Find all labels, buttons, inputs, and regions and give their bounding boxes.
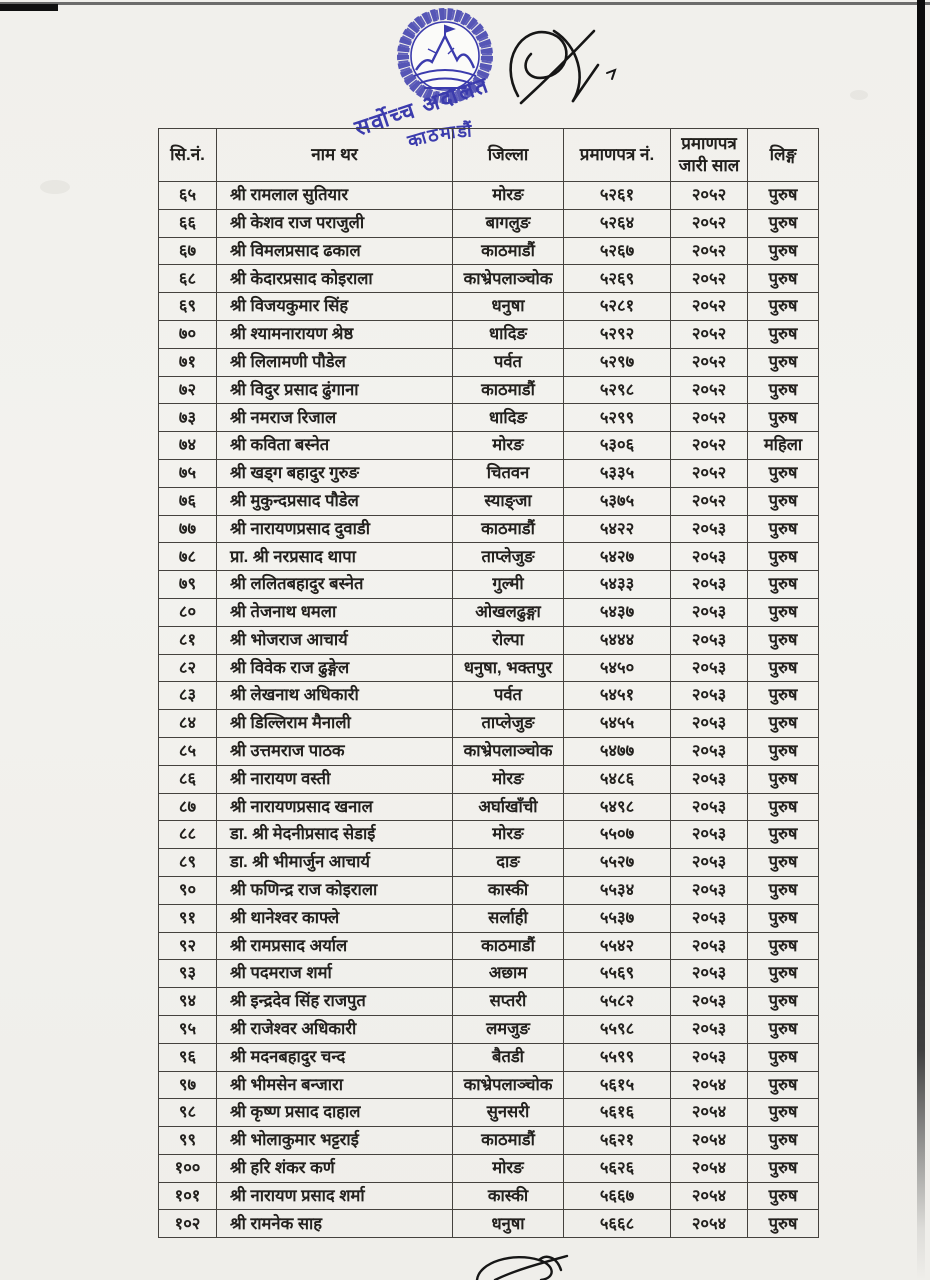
cell-district: धादिङ	[453, 320, 564, 348]
cell-gender: पुरुष	[748, 1127, 819, 1155]
cell-issue-year: २०५३	[671, 737, 748, 765]
cell-certificate-no: ५५९९	[564, 1043, 671, 1071]
cell-issue-year: २०५३	[671, 849, 748, 877]
cell-name: श्री ललितबहादुर बस्नेत	[217, 571, 453, 599]
seal-city-name: काठमाडौं	[405, 120, 474, 152]
cell-name: श्री नारायणप्रसाद खनाल	[217, 793, 453, 821]
cell-district: काठमाडौं	[453, 515, 564, 543]
table-row	[159, 598, 819, 626]
table-row	[159, 487, 819, 515]
header-certificate-no: प्रमाणपत्र नं.	[564, 129, 671, 182]
table-row	[159, 320, 819, 348]
cell-serial-no: ९४	[159, 988, 217, 1016]
table-row	[159, 265, 819, 293]
cell-serial-no: १००	[159, 1154, 217, 1182]
cell-name: श्री भोलाकुमार भट्टराई	[217, 1127, 453, 1155]
cell-name: श्री केदारप्रसाद कोइराला	[217, 265, 453, 293]
scan-mark-top-left	[0, 4, 58, 11]
table-row	[159, 1071, 819, 1099]
cell-district: मोरङ	[453, 432, 564, 460]
table-row	[159, 1043, 819, 1071]
cell-serial-no: ७३	[159, 404, 217, 432]
cell-issue-year: २०५३	[671, 543, 748, 571]
cell-serial-no: ७८	[159, 543, 217, 571]
table-row	[159, 876, 819, 904]
cell-district: बागलुङ	[453, 209, 564, 237]
cell-district: धनुषा, भक्तपुर	[453, 654, 564, 682]
cell-serial-no: ९९	[159, 1127, 217, 1155]
cell-district: स्याङ्जा	[453, 487, 564, 515]
table-row	[159, 932, 819, 960]
cell-certificate-no: ५४४४	[564, 626, 671, 654]
cell-issue-year: २०५२	[671, 459, 748, 487]
cell-name: श्री विमलप्रसाद ढकाल	[217, 237, 453, 265]
cell-name: श्री फणिन्द्र राज कोइराला	[217, 876, 453, 904]
cell-serial-no: ९०	[159, 876, 217, 904]
table-row	[159, 515, 819, 543]
cell-serial-no: १०१	[159, 1182, 217, 1210]
cell-district: कास्की	[453, 876, 564, 904]
cell-district: धादिङ	[453, 404, 564, 432]
cell-certificate-no: ५२६७	[564, 237, 671, 265]
cell-gender: पुरुष	[748, 793, 819, 821]
cell-certificate-no: ५६२६	[564, 1154, 671, 1182]
cell-gender: पुरुष	[748, 376, 819, 404]
cell-serial-no: ८७	[159, 793, 217, 821]
table-row	[159, 904, 819, 932]
cell-serial-no: १०२	[159, 1210, 217, 1238]
cell-district: लमजुङ	[453, 1015, 564, 1043]
cell-serial-no: ८४	[159, 710, 217, 738]
cell-issue-year: २०५२	[671, 348, 748, 376]
cell-serial-no: ९१	[159, 904, 217, 932]
cell-issue-year: २०५२	[671, 182, 748, 210]
table-row	[159, 849, 819, 877]
cell-district: मोरङ	[453, 765, 564, 793]
cell-gender: पुरुष	[748, 932, 819, 960]
cell-name: श्री नारायणप्रसाद दुवाडी	[217, 515, 453, 543]
cell-issue-year: २०५३	[671, 1043, 748, 1071]
cell-gender: पुरुष	[748, 765, 819, 793]
cell-serial-no: ७२	[159, 376, 217, 404]
header-district: जिल्ला	[453, 129, 564, 182]
table-header-row	[159, 129, 819, 182]
cell-certificate-no: ५५८२	[564, 988, 671, 1016]
cell-issue-year: २०५३	[671, 793, 748, 821]
cell-certificate-no: ५४२२	[564, 515, 671, 543]
cell-name: श्री कृष्ण प्रसाद दाहाल	[217, 1099, 453, 1127]
cell-district: अर्घाखाँची	[453, 793, 564, 821]
cell-district: सप्तरी	[453, 988, 564, 1016]
cell-district: ताप्लेजुङ	[453, 543, 564, 571]
cell-issue-year: २०५२	[671, 320, 748, 348]
cell-issue-year: २०५३	[671, 571, 748, 599]
cell-district: मोरङ	[453, 1154, 564, 1182]
table-row	[159, 1015, 819, 1043]
cell-certificate-no: ५६१५	[564, 1071, 671, 1099]
cell-certificate-no: ५४५१	[564, 682, 671, 710]
cell-serial-no: ९७	[159, 1071, 217, 1099]
cell-serial-no: ९२	[159, 932, 217, 960]
scan-edge-right	[917, 0, 925, 1280]
cell-name: श्री लेखनाथ अधिकारी	[217, 682, 453, 710]
cell-gender: पुरुष	[748, 293, 819, 321]
table-row	[159, 1182, 819, 1210]
cell-issue-year: २०५४	[671, 1071, 748, 1099]
cell-serial-no: ६७	[159, 237, 217, 265]
cell-serial-no: ७७	[159, 515, 217, 543]
cell-issue-year: २०५२	[671, 404, 748, 432]
cell-name: श्री रामनेक साह	[217, 1210, 453, 1238]
table-row	[159, 737, 819, 765]
table-row	[159, 348, 819, 376]
cell-gender: पुरुष	[748, 821, 819, 849]
cell-certificate-no: ५२९८	[564, 376, 671, 404]
cell-certificate-no: ५४५५	[564, 710, 671, 738]
cell-name: श्री खड्ग बहादुर गुरुङ	[217, 459, 453, 487]
cell-issue-year: २०५२	[671, 376, 748, 404]
cell-district: दाङ	[453, 849, 564, 877]
cell-name: श्री रामलाल सुतियार	[217, 182, 453, 210]
cell-name: श्री नमराज रिजाल	[217, 404, 453, 432]
cell-district: ओखलढुङ्गा	[453, 598, 564, 626]
cell-gender: पुरुष	[748, 209, 819, 237]
cell-serial-no: ९५	[159, 1015, 217, 1043]
cell-gender: पुरुष	[748, 654, 819, 682]
cell-name: श्री थानेश्वर काफ्ले	[217, 904, 453, 932]
cell-issue-year: २०५३	[671, 932, 748, 960]
cell-gender: पुरुष	[748, 571, 819, 599]
table-row	[159, 1127, 819, 1155]
table-row	[159, 821, 819, 849]
signature-icon	[511, 31, 615, 103]
cell-serial-no: ८६	[159, 765, 217, 793]
table-row	[159, 1210, 819, 1238]
cell-certificate-no: ५५३७	[564, 904, 671, 932]
cell-serial-no: ९६	[159, 1043, 217, 1071]
cell-name: श्री डिल्लिराम मैनाली	[217, 710, 453, 738]
cell-serial-no: ७९	[159, 571, 217, 599]
cell-serial-no: ६८	[159, 265, 217, 293]
table-row	[159, 571, 819, 599]
cell-issue-year: २०५२	[671, 209, 748, 237]
cell-gender: पुरुष	[748, 876, 819, 904]
cell-gender: पुरुष	[748, 515, 819, 543]
cell-district: सुनसरी	[453, 1099, 564, 1127]
cell-gender: पुरुष	[748, 320, 819, 348]
table-row	[159, 682, 819, 710]
cell-district: सर्लाही	[453, 904, 564, 932]
cell-certificate-no: ५४७७	[564, 737, 671, 765]
cell-certificate-no: ५४३३	[564, 571, 671, 599]
cell-gender: पुरुष	[748, 459, 819, 487]
cell-issue-year: २०५३	[671, 876, 748, 904]
cell-name: श्री भीमसेन बन्जारा	[217, 1071, 453, 1099]
cell-gender: पुरुष	[748, 265, 819, 293]
cell-serial-no: ९८	[159, 1099, 217, 1127]
cell-district: कास्की	[453, 1182, 564, 1210]
cell-name: डा. श्री मेदनीप्रसाद सेडाई	[217, 821, 453, 849]
cell-district: पर्वत	[453, 682, 564, 710]
cell-issue-year: २०५३	[671, 960, 748, 988]
header-gender: लिङ्ग	[748, 129, 819, 182]
cell-gender: पुरुष	[748, 598, 819, 626]
cell-certificate-no: ५२६९	[564, 265, 671, 293]
cell-name: श्री विदुर प्रसाद ढुंगाना	[217, 376, 453, 404]
cell-issue-year: २०५४	[671, 1154, 748, 1182]
cell-certificate-no: ५६१६	[564, 1099, 671, 1127]
cell-issue-year: २०५३	[671, 654, 748, 682]
cell-gender: पुरुष	[748, 1099, 819, 1127]
cell-name: श्री इन्द्रदेव सिंह राजपुत	[217, 988, 453, 1016]
table-row	[159, 765, 819, 793]
cell-gender: पुरुष	[748, 348, 819, 376]
cell-serial-no: ६६	[159, 209, 217, 237]
cell-district: काठमाडौं	[453, 932, 564, 960]
table-body	[159, 182, 819, 1238]
table-row	[159, 960, 819, 988]
cell-certificate-no: ५४५०	[564, 654, 671, 682]
cell-name: श्री मुकुन्दप्रसाद पौडेल	[217, 487, 453, 515]
cell-district: रोल्पा	[453, 626, 564, 654]
cell-name: श्री तेजनाथ धमला	[217, 598, 453, 626]
cell-gender: पुरुष	[748, 487, 819, 515]
cell-issue-year: २०५२	[671, 432, 748, 460]
cell-name: श्री भोजराज आचार्य	[217, 626, 453, 654]
cell-certificate-no: ५३७५	[564, 487, 671, 515]
signature-icon	[477, 1256, 567, 1280]
cell-serial-no: ६९	[159, 293, 217, 321]
cell-name: श्री विजयकुमार सिंह	[217, 293, 453, 321]
table-row	[159, 626, 819, 654]
table-row	[159, 459, 819, 487]
cell-serial-no: ८५	[159, 737, 217, 765]
cell-certificate-no: ५५६९	[564, 960, 671, 988]
scan-smudge	[850, 90, 868, 100]
cell-name: श्री पदमराज शर्मा	[217, 960, 453, 988]
cell-district: पर्वत	[453, 348, 564, 376]
cell-certificate-no: ५२९९	[564, 404, 671, 432]
cell-issue-year: २०५३	[671, 988, 748, 1016]
cell-gender: पुरुष	[748, 1071, 819, 1099]
scan-smudge	[40, 180, 70, 194]
cell-serial-no: ६५	[159, 182, 217, 210]
table-row	[159, 1099, 819, 1127]
seal-court-name: सर्वोच्च अदालत	[351, 71, 493, 141]
cell-gender: पुरुष	[748, 1043, 819, 1071]
cell-issue-year: २०५२	[671, 237, 748, 265]
cell-gender: पुरुष	[748, 1182, 819, 1210]
cell-serial-no: ८१	[159, 626, 217, 654]
cell-certificate-no: ५४९८	[564, 793, 671, 821]
cell-serial-no: ८३	[159, 682, 217, 710]
cell-issue-year: २०५३	[671, 710, 748, 738]
table-row	[159, 1154, 819, 1182]
cell-district: अछाम	[453, 960, 564, 988]
cell-district: गुल्मी	[453, 571, 564, 599]
cell-district: काठमाडौं	[453, 1127, 564, 1155]
cell-name: श्री राजेश्वर अधिकारी	[217, 1015, 453, 1043]
table-row	[159, 237, 819, 265]
header-name: नाम थर	[217, 129, 453, 182]
cell-district: मोरङ	[453, 821, 564, 849]
certificate-roster-table	[158, 128, 819, 1238]
cell-serial-no: ८८	[159, 821, 217, 849]
cell-district: धनुषा	[453, 1210, 564, 1238]
cell-issue-year: २०५३	[671, 515, 748, 543]
cell-issue-year: २०५३	[671, 598, 748, 626]
cell-name: श्री उत्तमराज पाठक	[217, 737, 453, 765]
cell-gender: पुरुष	[748, 988, 819, 1016]
cell-gender: पुरुष	[748, 849, 819, 877]
cell-gender: पुरुष	[748, 1210, 819, 1238]
cell-gender: पुरुष	[748, 182, 819, 210]
cell-district: मोरङ	[453, 182, 564, 210]
cell-issue-year: २०५३	[671, 1015, 748, 1043]
cell-issue-year: २०५३	[671, 626, 748, 654]
cell-certificate-no: ५२६१	[564, 182, 671, 210]
cell-serial-no: ८०	[159, 598, 217, 626]
cell-serial-no: ८२	[159, 654, 217, 682]
cell-gender: पुरुष	[748, 960, 819, 988]
cell-certificate-no: ५२९२	[564, 320, 671, 348]
cell-gender: पुरुष	[748, 237, 819, 265]
cell-serial-no: ७४	[159, 432, 217, 460]
cell-certificate-no: ५५३४	[564, 876, 671, 904]
cell-issue-year: २०५४	[671, 1099, 748, 1127]
cell-certificate-no: ५२८१	[564, 293, 671, 321]
cell-district: ताप्लेजुङ	[453, 710, 564, 738]
cell-gender: पुरुष	[748, 904, 819, 932]
header-certificate-issue-year: प्रमाणपत्र जारी साल	[671, 129, 748, 182]
cell-name: श्री नारायण वस्ती	[217, 765, 453, 793]
cell-certificate-no: ५६२१	[564, 1127, 671, 1155]
table-row	[159, 988, 819, 1016]
cell-district: काठमाडौं	[453, 237, 564, 265]
header-serial-no: सि.नं.	[159, 129, 217, 182]
cell-name: श्री केशव राज पराजुली	[217, 209, 453, 237]
cell-name: श्री रामप्रसाद अर्याल	[217, 932, 453, 960]
table-row	[159, 209, 819, 237]
cell-certificate-no: ५३३५	[564, 459, 671, 487]
cell-certificate-no: ५५०७	[564, 821, 671, 849]
cell-name: श्री नारायण प्रसाद शर्मा	[217, 1182, 453, 1210]
cell-district: काभ्रेपलाञ्चोक	[453, 265, 564, 293]
cell-gender: पुरुष	[748, 543, 819, 571]
cell-issue-year: २०५४	[671, 1210, 748, 1238]
cell-certificate-no: ५४३७	[564, 598, 671, 626]
cell-issue-year: २०५२	[671, 293, 748, 321]
cell-gender: महिला	[748, 432, 819, 460]
cell-name: श्री श्यामनारायण श्रेष्ठ	[217, 320, 453, 348]
cell-certificate-no: ५२६४	[564, 209, 671, 237]
cell-gender: पुरुष	[748, 404, 819, 432]
cell-name: श्री मदनबहादुर चन्द	[217, 1043, 453, 1071]
table-row	[159, 293, 819, 321]
cell-issue-year: २०५३	[671, 765, 748, 793]
cell-serial-no: ९३	[159, 960, 217, 988]
cell-issue-year: २०५३	[671, 682, 748, 710]
cell-name: डा. श्री भीमार्जुन आचार्य	[217, 849, 453, 877]
cell-certificate-no: ५६६८	[564, 1210, 671, 1238]
cell-gender: पुरुष	[748, 737, 819, 765]
table-row	[159, 432, 819, 460]
cell-issue-year: २०५३	[671, 904, 748, 932]
cell-serial-no: ७६	[159, 487, 217, 515]
cell-issue-year: २०५४	[671, 1182, 748, 1210]
cell-name: श्री लिलामणी पौडेल	[217, 348, 453, 376]
cell-district: धनुषा	[453, 293, 564, 321]
table-row	[159, 793, 819, 821]
cell-gender: पुरुष	[748, 682, 819, 710]
cell-gender: पुरुष	[748, 710, 819, 738]
cell-district: चितवन	[453, 459, 564, 487]
cell-name: श्री हरि शंकर कर्ण	[217, 1154, 453, 1182]
cell-issue-year: २०५२	[671, 265, 748, 293]
cell-serial-no: ८९	[159, 849, 217, 877]
cell-name: श्री विवेक राज ढुङ्गेल	[217, 654, 453, 682]
cell-district: काठमाडौं	[453, 376, 564, 404]
table-row	[159, 654, 819, 682]
table-row	[159, 182, 819, 210]
cell-gender: पुरुष	[748, 1154, 819, 1182]
cell-serial-no: ७१	[159, 348, 217, 376]
table-row	[159, 710, 819, 738]
cell-serial-no: ७५	[159, 459, 217, 487]
cell-district: काभ्रेपलाञ्चोक	[453, 1071, 564, 1099]
cell-certificate-no: ५३०६	[564, 432, 671, 460]
table-row	[159, 543, 819, 571]
cell-district: काभ्रेपलाञ्चोक	[453, 737, 564, 765]
cell-issue-year: २०५४	[671, 1127, 748, 1155]
cell-certificate-no: ५४२७	[564, 543, 671, 571]
cell-certificate-no: ५६६७	[564, 1182, 671, 1210]
cell-issue-year: २०५३	[671, 821, 748, 849]
bottom-partial-signature	[455, 1250, 605, 1280]
cell-name: श्री कविता बस्नेत	[217, 432, 453, 460]
cell-name: प्रा. श्री नरप्रसाद थापा	[217, 543, 453, 571]
cell-certificate-no: ५४८६	[564, 765, 671, 793]
cell-gender: पुरुष	[748, 1015, 819, 1043]
cell-gender: पुरुष	[748, 626, 819, 654]
table-row	[159, 376, 819, 404]
cell-certificate-no: ५२९७	[564, 348, 671, 376]
cell-serial-no: ७०	[159, 320, 217, 348]
cell-certificate-no: ५५२७	[564, 849, 671, 877]
table-row	[159, 404, 819, 432]
cell-issue-year: २०५२	[671, 487, 748, 515]
cell-district: बैतडी	[453, 1043, 564, 1071]
cell-certificate-no: ५५४२	[564, 932, 671, 960]
cell-certificate-no: ५५९८	[564, 1015, 671, 1043]
